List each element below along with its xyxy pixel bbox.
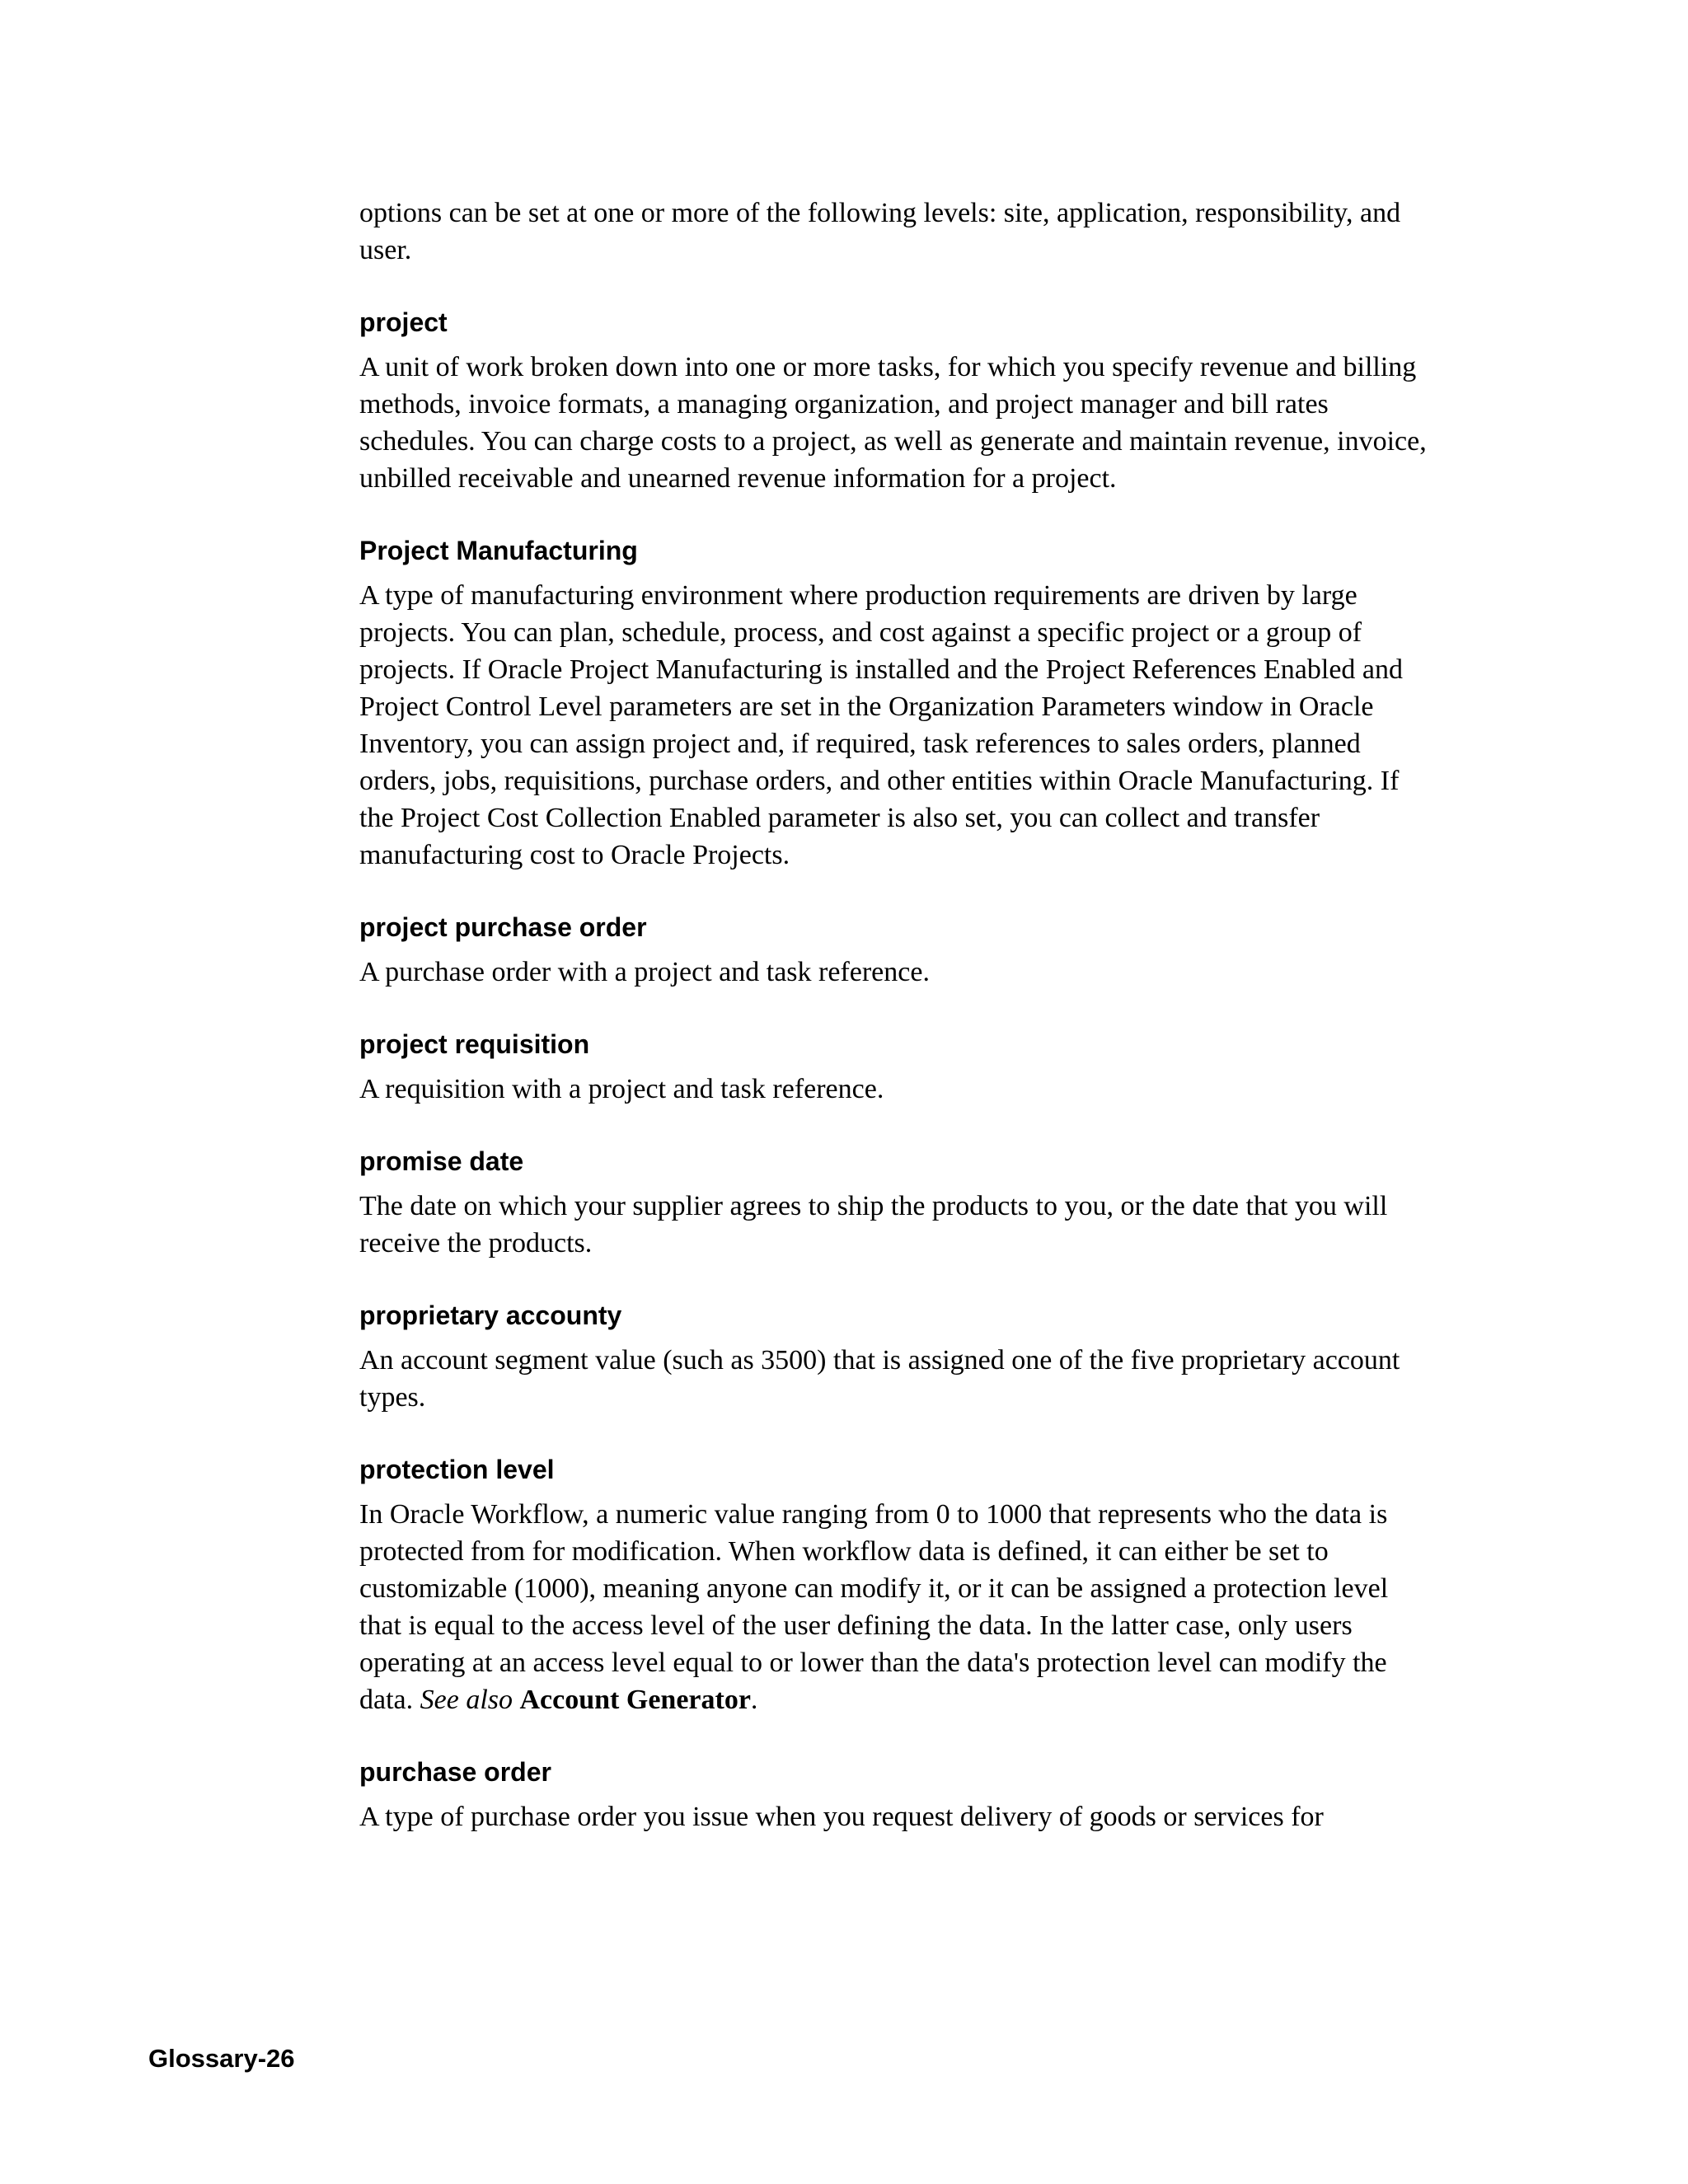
glossary-entry [359, 534, 1431, 874]
intro-paragraph: options can be set at one or more of the following levels: site, application, responsibility, and user. [359, 198, 1401, 265]
glossary-term: project [359, 307, 448, 337]
see-also-term: Account Generator [519, 1685, 751, 1715]
glossary-term: project requisition [359, 1029, 590, 1059]
glossary-entry [359, 911, 1431, 991]
glossary-term: Project Manufacturing [359, 536, 638, 565]
glossary-entry [359, 1299, 1431, 1416]
glossary-definition: A unit of work broken down into one or more tasks, for which you specify revenue and billing methods, invoice formats, a managing organization, and project manager and bill rates schedules. You can charge costs to a project, as well as generate and maintain revenue, invoice, unbilled receivable and unearned revenue information for a project. [359, 352, 1427, 494]
glossary-definition: A type of purchase order you issue when you request delivery of goods or services for [359, 1802, 1324, 1832]
glossary-definition: A purchase order with a project and task reference. [359, 957, 930, 987]
glossary-term: promise date [359, 1146, 524, 1176]
glossary-definition: The date on which your supplier agrees to ship the products to you, or the date that you will receive the products. [359, 1191, 1388, 1258]
glossary-definition: An account segment value (such as 3500) that is assigned one of the five proprietary account types. [359, 1345, 1400, 1413]
glossary-definition: A type of manufacturing environment where production requirements are driven by large projects. You can plan, schedule, process, and cost against a specific project or a group of projects. If Oracle Project Manufacturing is installed and the Project References Enabled and Project Control Level parameters are set in the Organization Parameters window in Oracle Inventory, you can assign project and, if required, task references to sales orders, planned orders, jobs, requisitions, purchase orders, and other entities within Oracle Manufacturing. If the Project Cost Collection Enabled parameter is also set, you can collect and transfer manufacturing cost to Oracle Projects. [359, 580, 1404, 870]
glossary-definition [359, 1496, 1431, 1718]
glossary-content [359, 194, 1431, 1835]
glossary-entry [359, 306, 1431, 497]
glossary-term: proprietary accounty [359, 1301, 622, 1330]
definition-text: In Oracle Workflow, a numeric value ranging from 0 to 1000 that represents who the data is protected from for modification. When workflow data is defined, it can either be set to customizable (1000), meaning anyone can modify it, or it can be assigned a protection level that is equal to the access level of the user defining the data. In the latter case, only users operating at an access level equal to or lower than the data's protection level can modify the data. [359, 1499, 1389, 1715]
glossary-term: project purchase order [359, 912, 647, 942]
glossary-entry [359, 1145, 1431, 1262]
glossary-term: purchase order [359, 1757, 551, 1787]
trailing-period: . [750, 1685, 758, 1715]
glossary-entry [359, 1028, 1431, 1108]
glossary-entry [359, 1755, 1431, 1835]
page-number-footer: Glossary-26 [148, 2044, 295, 2073]
see-also-label: See also [420, 1685, 513, 1715]
glossary-term: protection level [359, 1455, 555, 1484]
glossary-definition: A requisition with a project and task reference. [359, 1074, 884, 1104]
glossary-entry [359, 1453, 1431, 1718]
